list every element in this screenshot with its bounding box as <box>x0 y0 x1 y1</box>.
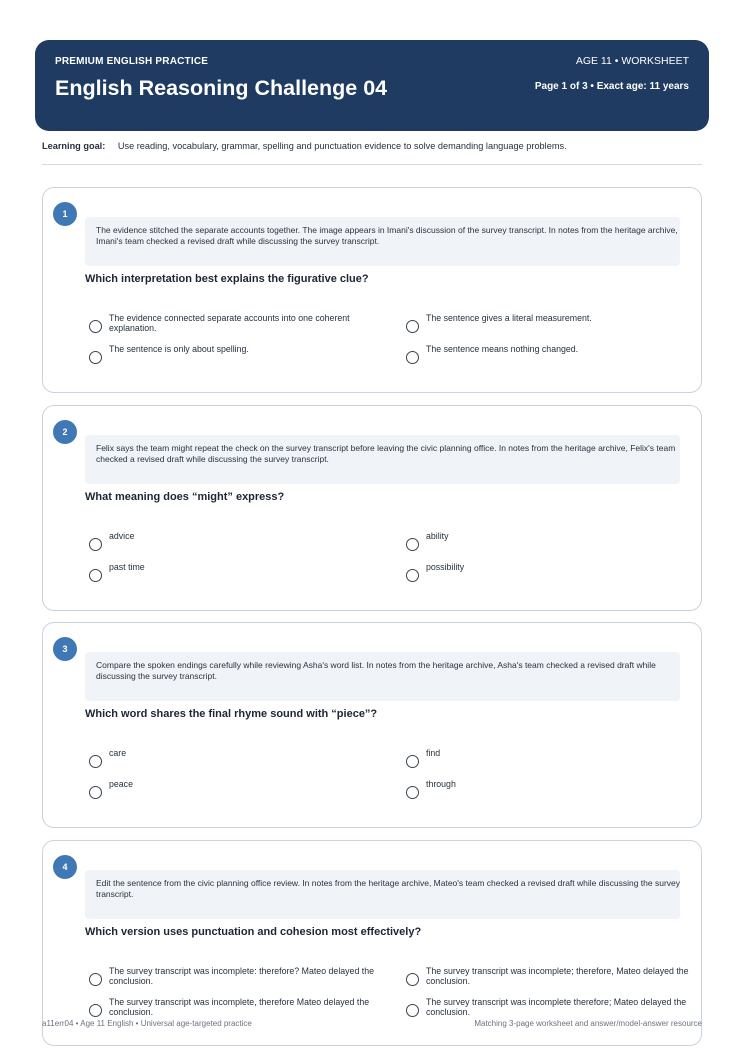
option-label: The survey transcript was incomplete: therefore? Mateo delayed the conclusion. <box>109 966 375 986</box>
radio-button[interactable] <box>406 973 419 986</box>
question-passage: Felix says the team might repeat the check on the survey transcript before leaving the civic planning office. In notes from the heritage archive, Felix's team checked a revised draft while discussing the survey transcript. <box>85 435 680 484</box>
option-label: The evidence connected separate accounts into one coherent explanation. <box>109 313 350 333</box>
question-prompt: Which word shares the final rhyme sound with “piece”? <box>85 708 378 720</box>
question-passage: Edit the sentence from the civic planning office review. In notes from the heritage archive, Mateo's team checked a revised draft while discussing the survey transcript. <box>85 870 680 919</box>
header-meta: AGE 11 • WORKSHEET <box>575 55 689 67</box>
page-indicator: Page 1 of 3 • Exact age: 11 years <box>534 81 689 92</box>
page-title: English Reasoning Challenge 04 <box>55 76 388 100</box>
option-label: The sentence is only about spelling. <box>109 344 249 354</box>
question-passage: The evidence stitched the separate accounts together. The image appears in Imani's discussion of the survey transcript. In notes from the heritage archive, Imani's team checked a revised draft while discussing the survey transcript. <box>85 217 680 266</box>
question-number-badge: 2 <box>53 420 77 444</box>
option-label: peace <box>109 779 133 789</box>
radio-button[interactable] <box>89 1004 102 1017</box>
question-prompt: What meaning does “might” express? <box>85 491 285 503</box>
question-card-1 <box>42 187 702 393</box>
footer-left: a11err04 • Age 11 English • Universal age-targeted practice <box>42 1019 252 1028</box>
option-label: advice <box>109 531 135 541</box>
radio-button[interactable] <box>406 538 419 551</box>
option-label: past time <box>109 562 145 572</box>
question-card-4 <box>42 840 702 1046</box>
option-label: The survey transcript was incomplete; therefore, Mateo delayed the conclusion. <box>426 966 689 986</box>
worksheet-header <box>35 40 709 131</box>
question-prompt: Which interpretation best explains the figurative clue? <box>85 273 369 285</box>
radio-button[interactable] <box>89 973 102 986</box>
option-label: The survey transcript was incomplete therefore; Mateo delayed the conclusion. <box>426 997 687 1017</box>
radio-button[interactable] <box>89 755 102 768</box>
option-label: find <box>426 748 441 758</box>
radio-button[interactable] <box>406 1004 419 1017</box>
learning-goal <box>42 141 702 151</box>
divider <box>42 164 702 165</box>
learning-goal-label: Learning goal: <box>42 141 106 151</box>
option-label: possibility <box>426 562 465 572</box>
radio-button[interactable] <box>89 351 102 364</box>
radio-button[interactable] <box>89 320 102 333</box>
radio-button[interactable] <box>89 786 102 799</box>
radio-button[interactable] <box>406 569 419 582</box>
radio-button[interactable] <box>406 351 419 364</box>
question-passage: Compare the spoken endings carefully while reviewing Asha's word list. In notes from the heritage archive, Asha's team checked a revised draft while discussing the survey transcript. <box>85 652 680 701</box>
radio-button[interactable] <box>89 569 102 582</box>
footer-right: Matching 3-page worksheet and answer/model-answer resource <box>474 1019 702 1028</box>
question-number-badge: 3 <box>53 637 77 661</box>
radio-button[interactable] <box>406 320 419 333</box>
question-card-2 <box>42 405 702 611</box>
header-kicker: PREMIUM ENGLISH PRACTICE <box>55 56 209 67</box>
option-label: ability <box>426 531 449 541</box>
option-label: The survey transcript was incomplete, therefore Mateo delayed the conclusion. <box>109 997 370 1017</box>
radio-button[interactable] <box>406 755 419 768</box>
radio-button[interactable] <box>89 538 102 551</box>
option-label: The sentence gives a literal measurement. <box>426 313 592 323</box>
question-number-badge: 4 <box>53 855 77 879</box>
option-label: The sentence means nothing changed. <box>426 344 579 354</box>
radio-button[interactable] <box>406 786 419 799</box>
option-label: care <box>109 748 127 758</box>
learning-goal-text: Use reading, vocabulary, grammar, spelling and punctuation evidence to solve demanding language problems. <box>117 141 567 151</box>
question-prompt: Which version uses punctuation and cohesion most effectively? <box>85 926 422 938</box>
option-label: through <box>426 779 456 789</box>
question-card-3 <box>42 622 702 828</box>
question-number-badge: 1 <box>53 202 77 226</box>
